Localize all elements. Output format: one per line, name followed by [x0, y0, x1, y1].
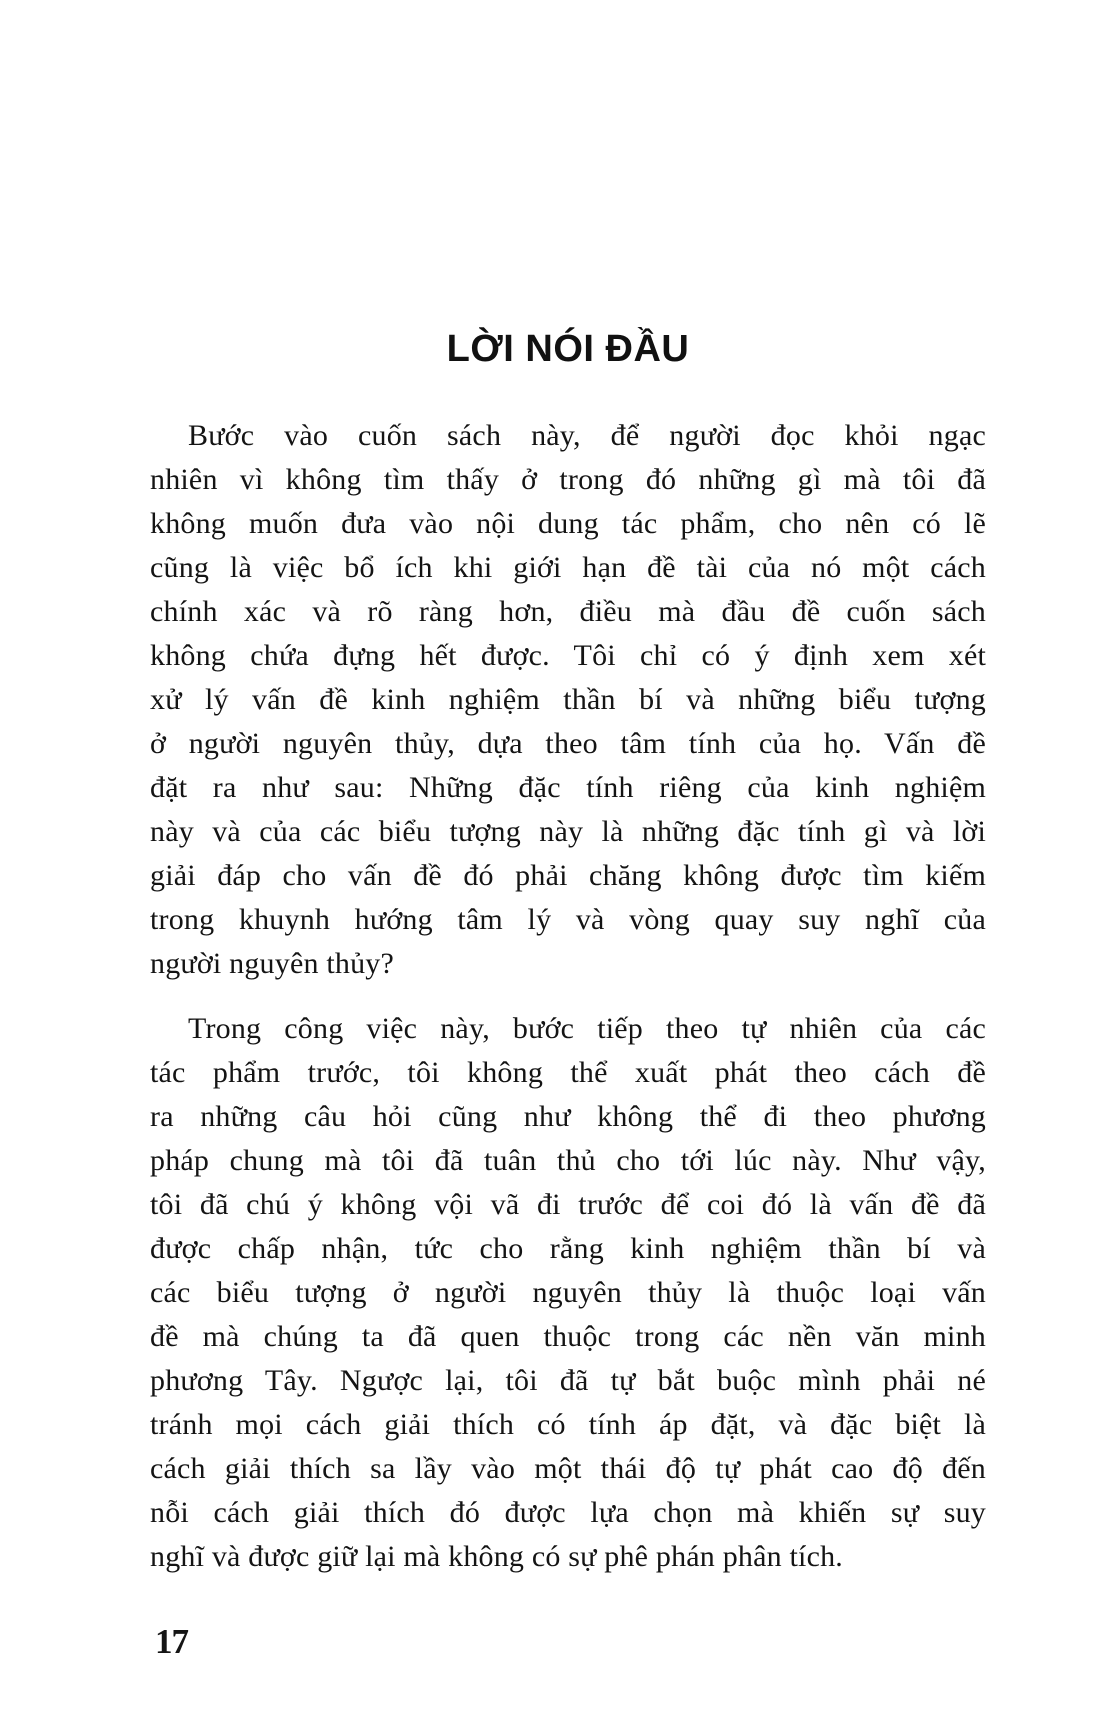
text-line: pháp chung mà tôi đã tuân thủ cho tới lúc này. Như vậy,: [150, 1144, 986, 1177]
text-line: tránh mọi cách giải thích có tính áp đặt, và đặc biệt là: [150, 1408, 986, 1441]
paragraph: [150, 414, 986, 986]
paragraph: [150, 1007, 986, 1579]
body-paragraphs: [150, 414, 986, 1579]
text-line: này và của các biểu tượng này là những đặc tính gì và lời: [150, 815, 986, 848]
text-line: ra những câu hỏi cũng như không thể đi theo phương: [150, 1100, 986, 1133]
text-line: trong khuynh hướng tâm lý và vòng quay suy nghĩ của: [150, 903, 986, 936]
text-line: nghĩ và được giữ lại mà không có sự phê phán phân tích.: [150, 1540, 844, 1573]
text-line: người nguyên thủy?: [150, 947, 395, 980]
text-line: được chấp nhận, tức cho rằng kinh nghiệm thần bí và: [150, 1232, 986, 1265]
text-line: nhiên vì không tìm thấy ở trong đó những gì mà tôi đã: [150, 463, 986, 496]
text-line: các biểu tượng ở người nguyên thủy là thuộc loại vấn: [150, 1276, 986, 1309]
text-line: nỗi cách giải thích đó được lựa chọn mà khiến sự suy: [150, 1496, 986, 1529]
text-line: đề mà chúng ta đã quen thuộc trong các nền văn minh: [150, 1320, 986, 1353]
text-line: xử lý vấn đề kinh nghiệm thần bí và những biểu tượng: [150, 683, 986, 716]
page-number: 17: [155, 1622, 188, 1661]
chapter-title: LỜI NÓI ĐẦU: [446, 328, 690, 370]
text-column: [150, 326, 986, 1579]
text-line: giải đáp cho vấn đề đó phải chăng không được tìm kiếm: [150, 859, 986, 892]
text-line: cũng là việc bổ ích khi giới hạn đề tài của nó một cách: [150, 551, 986, 584]
text-line: không muốn đưa vào nội dung tác phẩm, cho nên có lẽ: [150, 507, 986, 540]
text-line: Trong công việc này, bước tiếp theo tự nhiên của các: [188, 1012, 986, 1045]
text-line: Bước vào cuốn sách này, để người đọc khỏi ngạc: [188, 419, 986, 452]
text-line: tôi đã chú ý không vội vã đi trước để coi đó là vấn đề đã: [150, 1188, 986, 1221]
text-line: tác phẩm trước, tôi không thể xuất phát theo cách đề: [150, 1056, 986, 1089]
text-line: cách giải thích sa lầy vào một thái độ tự phát cao độ đến: [150, 1452, 986, 1485]
text-line: đặt ra như sau: Những đặc tính riêng của kinh nghiệm: [150, 771, 986, 804]
text-line: không chứa đựng hết được. Tôi chỉ có ý định xem xét: [150, 639, 986, 672]
text-line: chính xác và rõ ràng hơn, điều mà đầu đề cuốn sách: [150, 595, 986, 628]
text-line: ở người nguyên thủy, dựa theo tâm tính của họ. Vấn đề: [150, 727, 986, 760]
text-line: phương Tây. Ngược lại, tôi đã tự bắt buộc mình phải né: [150, 1364, 986, 1397]
